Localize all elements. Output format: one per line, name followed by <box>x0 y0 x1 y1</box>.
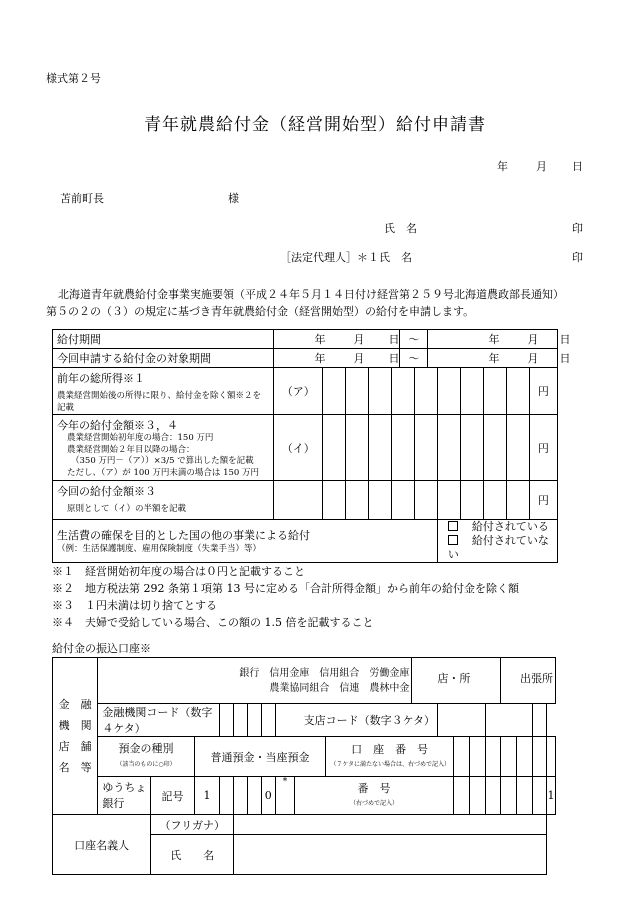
note-text: １円未満は切り捨てとする <box>85 599 217 612</box>
period-value[interactable] <box>274 330 571 349</box>
this-time-digit[interactable] <box>323 481 346 520</box>
account-number-title: 口 座 番 号 <box>351 742 429 756</box>
target-to-year: 年 <box>488 352 500 365</box>
addressee-name: 苫前町長 <box>60 192 104 205</box>
note-mark: ※１ <box>52 565 74 578</box>
note-mark: ※２ <box>52 582 74 595</box>
other-program-label <box>53 520 438 563</box>
intro-line-1: 北海道青年就農給付金事業実施要領（平成２４年５月１４日付け経営第２５９号北海道農政部長通知） <box>58 288 564 301</box>
prev-income-digit[interactable] <box>483 368 506 415</box>
bango-note: （右づめで記入） <box>350 799 399 807</box>
current-amount-note-2: 農業経営開始２年目以降の場合： <box>67 444 195 455</box>
current-amount-digit[interactable] <box>460 415 483 481</box>
institution-label-char: 店 舗 <box>58 740 92 753</box>
current-amount-digit[interactable] <box>414 415 437 481</box>
account-digit[interactable] <box>532 737 546 777</box>
kigo-digit-last: 0 <box>261 777 275 815</box>
account-digit[interactable] <box>469 737 485 777</box>
note-text: 夫婦で受給している場合、この額の 1.5 倍を記載すること <box>85 616 374 629</box>
current-amount-digit[interactable] <box>391 415 414 481</box>
yucho-label <box>98 777 151 815</box>
deposit-type-title: 預金の種別 <box>118 741 174 755</box>
representative-seal: 印 <box>572 251 583 264</box>
period-from-month: 月 <box>353 333 365 346</box>
period-from-day: 日 <box>388 333 400 346</box>
account-digit[interactable] <box>485 737 501 777</box>
branch-code-digits[interactable] <box>485 704 532 737</box>
checkbox-not-provided[interactable] <box>448 535 458 545</box>
account-number-label <box>326 737 453 777</box>
income-row-current <box>53 415 558 481</box>
current-amount-digit[interactable] <box>345 415 368 481</box>
institution-label-char: 機 関 <box>58 719 92 732</box>
current-amount-note-4: ただし、（ア）が 100 万円未満の場合は 150 万円 <box>67 467 260 478</box>
bango-digit[interactable] <box>469 777 485 815</box>
this-time-digit[interactable] <box>414 481 437 520</box>
period-tilde: ～ <box>408 333 420 346</box>
account-digit[interactable] <box>517 737 533 777</box>
target-period-label: 今回申請する給付金の対象期間 <box>53 349 274 368</box>
kigo-digit[interactable] <box>248 777 262 815</box>
note-text: 地方税法第 292 条第１項第 13 号に定める「合計所得金額」から前年の給付金を除く額 <box>85 582 519 595</box>
current-amount-note-3: （350 万円－（ア））×3/5 で算出した額を記載 <box>71 456 254 466</box>
intro-text <box>46 286 594 320</box>
this-time-label <box>53 481 274 520</box>
current-amount-digit[interactable] <box>368 415 391 481</box>
application-table <box>52 329 571 563</box>
current-amount-digit[interactable] <box>506 415 529 481</box>
bango-digit[interactable] <box>517 777 533 815</box>
current-amount-note-1: 農業経営開始初年度の場合：150 万円 <box>67 433 214 443</box>
this-time-digit[interactable] <box>345 481 368 520</box>
this-time-digit[interactable] <box>506 481 529 520</box>
current-amount-digit[interactable] <box>323 415 346 481</box>
institution-label <box>53 658 98 815</box>
prev-income-digit[interactable] <box>345 368 368 415</box>
this-time-unit: 円 <box>529 481 557 520</box>
furigana-field[interactable] <box>234 815 547 835</box>
option-not-provided[interactable] <box>448 534 553 562</box>
bank-name-field[interactable] <box>98 658 412 704</box>
target-from-day: 日 <box>388 352 400 365</box>
institution-label-char: 金 融 <box>58 698 92 711</box>
institution-label-char: 名 等 <box>58 761 92 774</box>
this-time-digit[interactable] <box>391 481 414 520</box>
target-period-value[interactable] <box>274 349 571 368</box>
period-label: 給付期間 <box>53 330 274 349</box>
bango-label <box>295 777 454 815</box>
notes-list <box>52 563 519 631</box>
deposit-type-label <box>98 737 194 777</box>
note-text: 経営開始初年度の場合は０円と記載すること <box>85 565 305 578</box>
period-to-day: 日 <box>559 333 571 346</box>
date-month-label: 月 <box>536 160 547 173</box>
branch-types: 店・所 <box>437 672 471 685</box>
target-from-month: 月 <box>353 352 365 365</box>
bank-types-line-1: 銀行 信用金庫 信用組合 労働金庫 <box>239 667 410 679</box>
bango-digit[interactable] <box>532 777 546 815</box>
holder-name-field[interactable] <box>234 835 547 875</box>
account-digit[interactable] <box>453 737 469 777</box>
bango-last-digit: 1 <box>547 777 556 815</box>
bank-code-digit[interactable] <box>261 704 275 737</box>
income-row-prev <box>53 368 558 415</box>
holder-name-label: 氏 名 <box>151 835 234 875</box>
bango-digit[interactable] <box>485 777 501 815</box>
other-program-example: （例：生活保護制度、雇用保険制度（失業手当）等） <box>57 543 262 554</box>
intro-line-2: 第５の２の（３）の規定に基づき青年就農給付金（経営開始型）の給付を申請します。 <box>46 305 475 318</box>
this-time-title: 今回の給付金額※３ <box>57 485 156 498</box>
note-mark: ※４ <box>52 616 74 629</box>
account-number-note: （７ケタに満たない場合は、右づめで記入） <box>330 760 451 768</box>
bank-code-digit[interactable] <box>234 704 248 737</box>
yucho-label-line-1: ゆうちょ <box>102 780 147 794</box>
this-time-digit[interactable] <box>460 481 483 520</box>
current-amount-digit[interactable] <box>437 415 460 481</box>
current-amount-unit: 円 <box>529 415 557 481</box>
deposit-type-value[interactable]: 普通預金・当座預金 <box>194 737 326 777</box>
this-time-note: 原則として（イ）の半額を記載 <box>67 504 187 514</box>
date-day-label: 日 <box>572 160 583 173</box>
prev-income-title: 前年の総所得※１ <box>57 372 145 385</box>
sub-branch-label: 出張所 <box>520 672 553 685</box>
bango-digit[interactable] <box>501 777 517 815</box>
addressee-honorific: 様 <box>228 192 239 205</box>
current-amount-label <box>53 415 274 481</box>
form-number: 様式第２号 <box>46 72 101 85</box>
prev-income-digit[interactable] <box>506 368 529 415</box>
bank-code-label: 金融機関コード（数字４ケタ） <box>98 704 220 737</box>
current-amount-digit[interactable] <box>483 415 506 481</box>
kigo-digit[interactable] <box>220 777 234 815</box>
this-time-digit[interactable] <box>437 481 460 520</box>
note-mark: ※３ <box>52 599 74 612</box>
this-time-digit[interactable] <box>483 481 506 520</box>
bank-types-line-2: 農業協同組合 信連 農林中金 <box>269 682 410 694</box>
note-item <box>52 563 519 580</box>
kigo-label: 記号 <box>151 777 194 815</box>
prev-income-unit: 円 <box>529 368 557 415</box>
branch-code-digits[interactable] <box>438 704 485 737</box>
current-amount-code: （イ） <box>274 415 323 481</box>
kigo-asterisk: * <box>275 777 295 815</box>
prev-income-digit[interactable] <box>437 368 460 415</box>
period-from-year: 年 <box>314 333 326 346</box>
other-program-row <box>53 520 558 563</box>
other-program-options <box>437 520 557 563</box>
account-digit[interactable] <box>501 737 517 777</box>
yucho-label-line-2: 銀行 <box>102 796 125 810</box>
target-to-month: 月 <box>527 352 539 365</box>
page-title: 青年就農給付金（経営開始型）給付申請書 <box>144 115 486 135</box>
target-period-row <box>53 349 558 368</box>
bank-account-table <box>52 657 556 875</box>
sub-branch-field[interactable] <box>501 658 556 704</box>
period-to-month: 月 <box>527 333 539 346</box>
branch-code-label: 支店コード（数字３ケタ） <box>275 704 437 737</box>
prev-income-code: （ア） <box>274 368 323 415</box>
date-year-label: 年 <box>497 160 508 173</box>
kigo-digit-1: 1 <box>194 777 220 815</box>
period-to-year: 年 <box>488 333 500 346</box>
holder-label: 口座名義人 <box>53 815 151 875</box>
income-row-this-time <box>53 481 558 520</box>
bank-code-digit[interactable] <box>248 704 262 737</box>
target-from-year: 年 <box>314 352 326 365</box>
applicant-seal: 印 <box>572 222 583 235</box>
option-not-provided-label: 給付されていない <box>447 534 549 561</box>
target-to-day: 日 <box>559 352 571 365</box>
note-item <box>52 597 519 614</box>
option-provided-label: 給付されている <box>471 520 549 533</box>
prev-income-digit[interactable] <box>414 368 437 415</box>
prev-income-note: 農業経営開始後の所得に限り、給付金を除く額※２を記載 <box>57 391 262 413</box>
bank-section-title: 給付金の振込口座※ <box>52 642 151 655</box>
furigana-label: （フリガナ） <box>151 815 234 835</box>
branch-name-field[interactable] <box>412 658 501 704</box>
prev-income-digit[interactable] <box>368 368 391 415</box>
checkbox-provided[interactable] <box>448 521 458 531</box>
this-time-code <box>274 481 323 520</box>
period-row <box>53 330 558 349</box>
representative-name-label: ［法定代理人］＊１氏 名 <box>280 251 412 264</box>
applicant-name-label: 氏 名 <box>384 222 417 235</box>
prev-income-digit[interactable] <box>391 368 414 415</box>
this-time-digit[interactable] <box>368 481 391 520</box>
note-item <box>52 614 519 631</box>
option-provided[interactable] <box>448 520 553 534</box>
deposit-type-note: （該当のものに○印） <box>116 760 176 768</box>
account-digit[interactable] <box>547 737 556 777</box>
branch-code-spacer <box>532 704 546 737</box>
prev-income-label <box>53 368 274 415</box>
bango-digit[interactable] <box>453 777 469 815</box>
note-item <box>52 580 519 597</box>
bango-title: 番 号 <box>357 781 391 795</box>
kigo-digit[interactable] <box>234 777 248 815</box>
bank-code-digit[interactable] <box>220 704 234 737</box>
prev-income-digit[interactable] <box>323 368 346 415</box>
prev-income-digit[interactable] <box>460 368 483 415</box>
current-amount-title: 今年の給付金額※３，４ <box>57 419 178 432</box>
other-program-title: 生活費の確保を目的とした国の他の事業による給付 <box>57 528 310 542</box>
target-tilde: ～ <box>408 352 420 365</box>
